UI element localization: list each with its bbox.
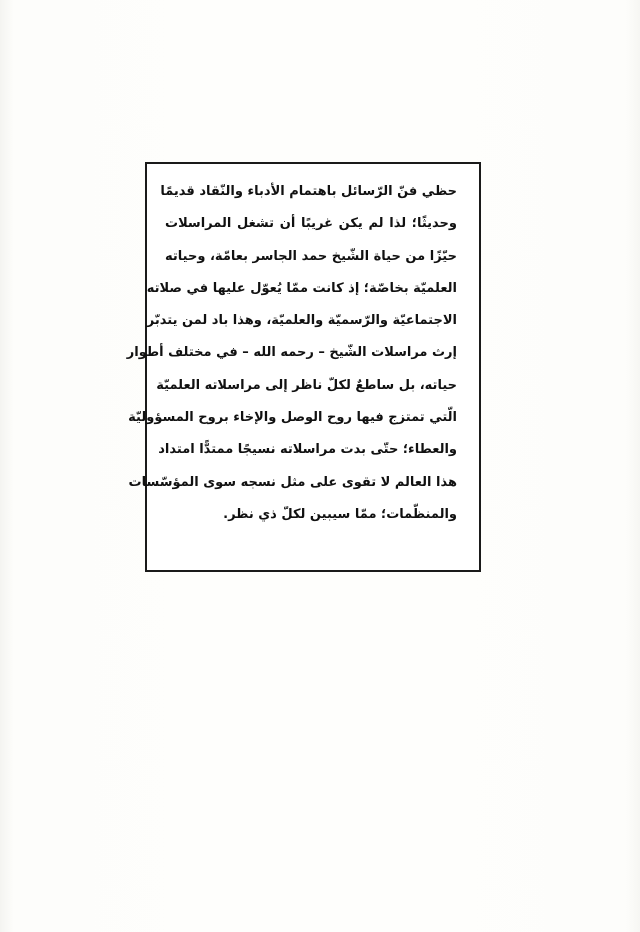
text-line: وحديثًا؛ لذا لم يكن غريبًا أن تشغل المراسلات: [165, 216, 457, 232]
text-line: الّتي تمتزج فيها روح الوصل والإخاء بروح المسؤوليّة: [128, 410, 457, 426]
text-line: العلميّة بخاصّة؛ إذ كانت ممّا يُعوّل عليها في صلاته: [146, 280, 457, 296]
text-line: حيّزًا من حياة الشّيخ حمد الجاسر بعامّة، وحياته: [165, 248, 457, 264]
text-line: والمنظّمات؛ ممّا سيبين لكلّ ذي نظر.: [223, 506, 457, 522]
text-line: إرث مراسلات الشّيخ – رحمه الله – في مختلف أطوار: [126, 345, 457, 361]
paragraph: [126, 176, 457, 531]
text-line: هذا العالم لا تقوى على مثل نسجه سوى المؤسّسات: [128, 474, 457, 490]
text-line: حياته، بل ساطعٌ لكلّ ناظر إلى مراسلاته العلميّة: [156, 377, 457, 393]
text-line: حظي فنّ الرّسائل باهتمام الأدباء والنّقاد قديمًا: [160, 184, 457, 199]
text-line: الاجتماعيّة والرّسميّة والعلميّة، وهذا باد لمن يتدبّر: [146, 313, 457, 329]
text-line: والعطاء؛ حتّى بدت مراسلاته نسيجًا ممتدًّا امتداد: [158, 442, 457, 458]
bordered-text-box: [126, 162, 481, 572]
